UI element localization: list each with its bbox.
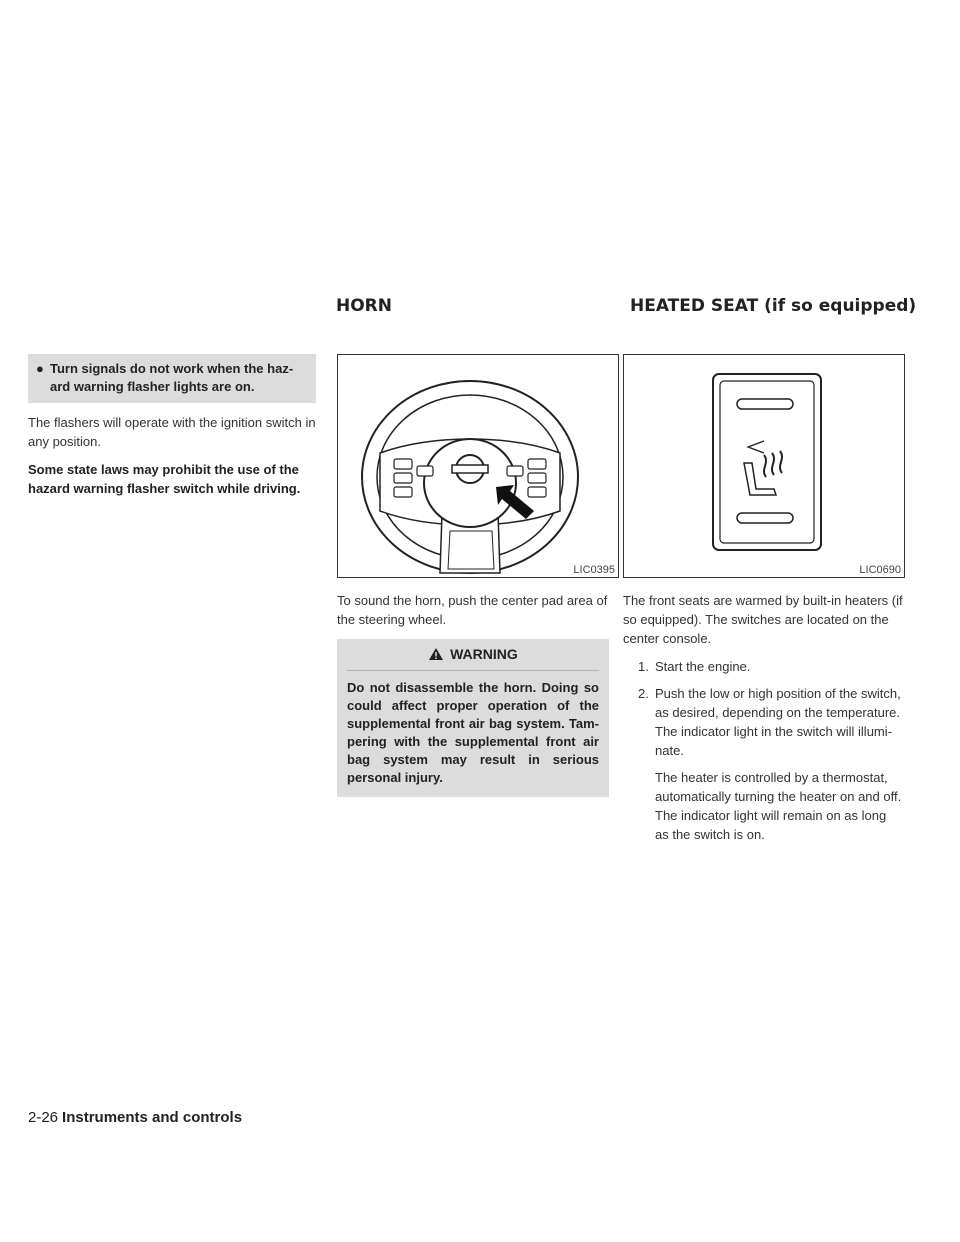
- seat-heater-switch-icon: [624, 355, 904, 577]
- section-title-horn: HORN: [336, 296, 392, 316]
- horn-column: [337, 591, 609, 797]
- steering-wheel-figure: [337, 354, 619, 578]
- warning-icon: [428, 647, 444, 661]
- step-text: Push the low or high position of the switch, as desired, depending on the temperature. The indicator light in the switch will illumi-nate.: [655, 686, 901, 758]
- heated-seat-steps: [623, 657, 903, 844]
- note-text: Turn signals do not work when the haz-ard warning flasher lights are on.: [50, 361, 294, 394]
- step-number: 2.: [638, 686, 649, 701]
- flashers-paragraph: The flashers will operate with the ignition switch in any position.: [28, 415, 316, 449]
- warning-header: [347, 645, 599, 671]
- step-extra-text: The heater is controlled by a thermostat, automatically turning the heater on and off. The indicator light will remain on as long as the switch is on.: [655, 770, 902, 842]
- step-text: Start the engine.: [655, 659, 751, 674]
- horn-paragraph: To sound the horn, push the center pad area of the steering wheel.: [337, 593, 608, 627]
- note-box: [28, 354, 316, 403]
- warning-text: Do not disassemble the horn. Doing so could affect proper operation of the supplemental front air bag system. Tam-pering with the supplemental front air bag system may result in serious personal injury.: [347, 680, 599, 785]
- warning-box: [337, 639, 609, 797]
- figure-id-heated-seat: LIC0690: [859, 564, 901, 576]
- heated-seat-switch-figure: [623, 354, 905, 578]
- chapter-title: Instruments and controls: [62, 1109, 243, 1126]
- step-number: 1.: [638, 659, 649, 674]
- heated-seat-intro: The front seats are warmed by built-in heaters (if so equipped). The switches are located on the center console.: [623, 593, 903, 646]
- left-column: [28, 354, 316, 507]
- page-footer: [28, 1109, 242, 1126]
- page-number: 2-26: [28, 1109, 59, 1126]
- bullet-icon: ●: [36, 361, 44, 376]
- figure-id-horn: LIC0395: [573, 564, 615, 576]
- warning-label: WARNING: [450, 646, 518, 662]
- heated-seat-column: [623, 591, 903, 852]
- list-item: [623, 684, 903, 844]
- list-item: [623, 657, 903, 676]
- section-title-heated-seat: HEATED SEAT (if so equipped): [630, 296, 917, 316]
- state-laws-paragraph: Some state laws may prohibit the use of the hazard warning flasher switch while driving.: [28, 462, 301, 496]
- steering-wheel-icon: [338, 355, 618, 577]
